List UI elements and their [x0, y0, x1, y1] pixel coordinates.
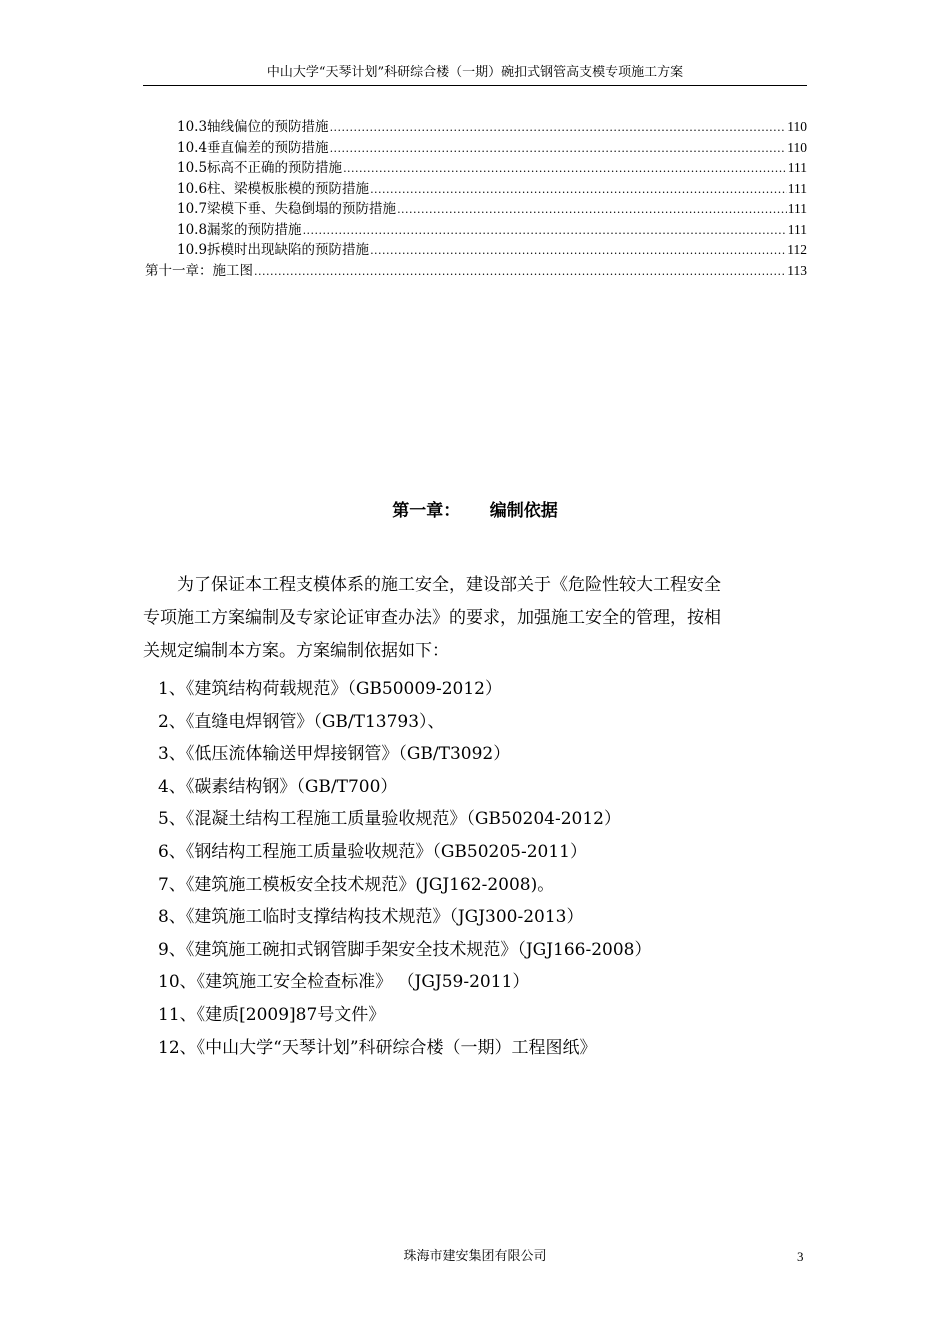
- running-header-title: 中山大学“天琴计划”科研综合楼（一期）碗扣式钢管高支模专项施工方案: [266, 65, 684, 80]
- toc-entry-page: 111: [787, 180, 807, 196]
- reference-item: 4、《碳素结构钢》（GB/T700）: [158, 776, 398, 797]
- toc-entry-title: 第十一章：施工图: [145, 262, 253, 279]
- table-of-contents: [0, 117, 950, 281]
- toc-entry-title: 10.4垂直偏差的预防措施: [177, 139, 329, 156]
- toc-leader-dots: [397, 200, 787, 221]
- intro-line: 专项施工方案编制及专家论证审查办法》的要求，加强施工安全的管理，按相: [143, 608, 721, 628]
- toc-entry-page: 110: [787, 119, 807, 134]
- toc-entry[interactable]: [177, 199, 807, 220]
- chapter-title: 编制依据: [489, 501, 558, 521]
- reference-item: 3、《低压流体输送甲焊接钢管》（GB/T3092）: [158, 744, 511, 765]
- toc-entry-page: 111: [787, 201, 807, 216]
- toc-entry-page: 111: [787, 160, 807, 175]
- reference-item: 1、《建筑结构荷载规范》（GB50009-2012）: [158, 679, 502, 699]
- header-divider: [143, 85, 807, 86]
- toc-leader-dots: [330, 139, 787, 160]
- toc-entry-title: 10.8漏浆的预防措施: [177, 221, 302, 238]
- toc-leader-dots: [254, 262, 786, 283]
- toc-entry-title: 10.9拆模时出现缺陷的预防措施: [177, 242, 370, 258]
- reference-item: 7、《建筑施工模板安全技术规范》(JGJ162-2008)。: [158, 874, 555, 895]
- reference-item: 6、《钢结构工程施工质量验收规范》（GB50205-2011）: [158, 841, 587, 862]
- intro-paragraph: [143, 569, 808, 668]
- reference-list: [158, 673, 798, 1064]
- toc-leader-dots: [303, 221, 787, 242]
- toc-leader-dots: [370, 241, 786, 262]
- toc-leader-dots: [343, 159, 787, 180]
- toc-chapter-entry[interactable]: [145, 261, 807, 282]
- toc-entry-title: 10.3轴线偏位的预防措施: [177, 119, 329, 135]
- toc-entry[interactable]: [177, 179, 807, 200]
- toc-entry[interactable]: [177, 138, 807, 159]
- toc-leader-dots: [330, 118, 787, 139]
- chapter-heading: [0, 498, 950, 524]
- reference-item: 9、《建筑施工碗扣式钢管脚手架安全技术规范》（JGJ166-2008）: [158, 939, 652, 960]
- toc-entry-page: 113: [787, 262, 807, 278]
- toc-leader-dots: [370, 180, 787, 201]
- toc-entry[interactable]: [177, 240, 807, 261]
- toc-entry-page: 111: [787, 221, 807, 237]
- toc-entry-title: 10.6柱、梁模板胀模的预防措施: [177, 180, 370, 197]
- intro-line: 关规定编制本方案。方案编制依据如下：: [143, 641, 449, 661]
- reference-item: 5、《混凝土结构工程施工质量验收规范》（GB50204-2012）: [158, 809, 621, 830]
- footer-page-number: 3: [797, 1249, 804, 1264]
- intro-line: 为了保证本工程支模体系的施工安全，建设部关于《危险性较大工程安全: [177, 575, 721, 595]
- toc-entry-title: 10.7梁模下垂、失稳倒塌的预防措施: [177, 201, 397, 217]
- toc-entry[interactable]: [177, 158, 807, 179]
- toc-entry[interactable]: [177, 220, 807, 241]
- reference-item: 8、《建筑施工临时支撑结构技术规范》（JGJ300-2013）: [158, 907, 584, 928]
- toc-entry-page: 110: [787, 139, 807, 155]
- reference-item: 11、《建质[2009]87号文件》: [158, 1004, 386, 1025]
- toc-entry[interactable]: [177, 117, 807, 138]
- chapter-number: 第一章：: [392, 501, 461, 521]
- reference-item: 12、《中山大学“天琴计划”科研综合楼（一期）工程图纸》: [158, 1037, 597, 1058]
- reference-item: 10、《建筑施工安全检查标准》 （JGJ59-2011）: [158, 972, 530, 993]
- footer-company-name: 珠海市建安集团有限公司: [403, 1249, 547, 1264]
- reference-item: 2、《直缝电焊钢管》（GB/T13793）、: [158, 711, 445, 732]
- toc-entry-page: 112: [787, 242, 807, 257]
- toc-entry-title: 10.5标高不正确的预防措施: [177, 160, 343, 176]
